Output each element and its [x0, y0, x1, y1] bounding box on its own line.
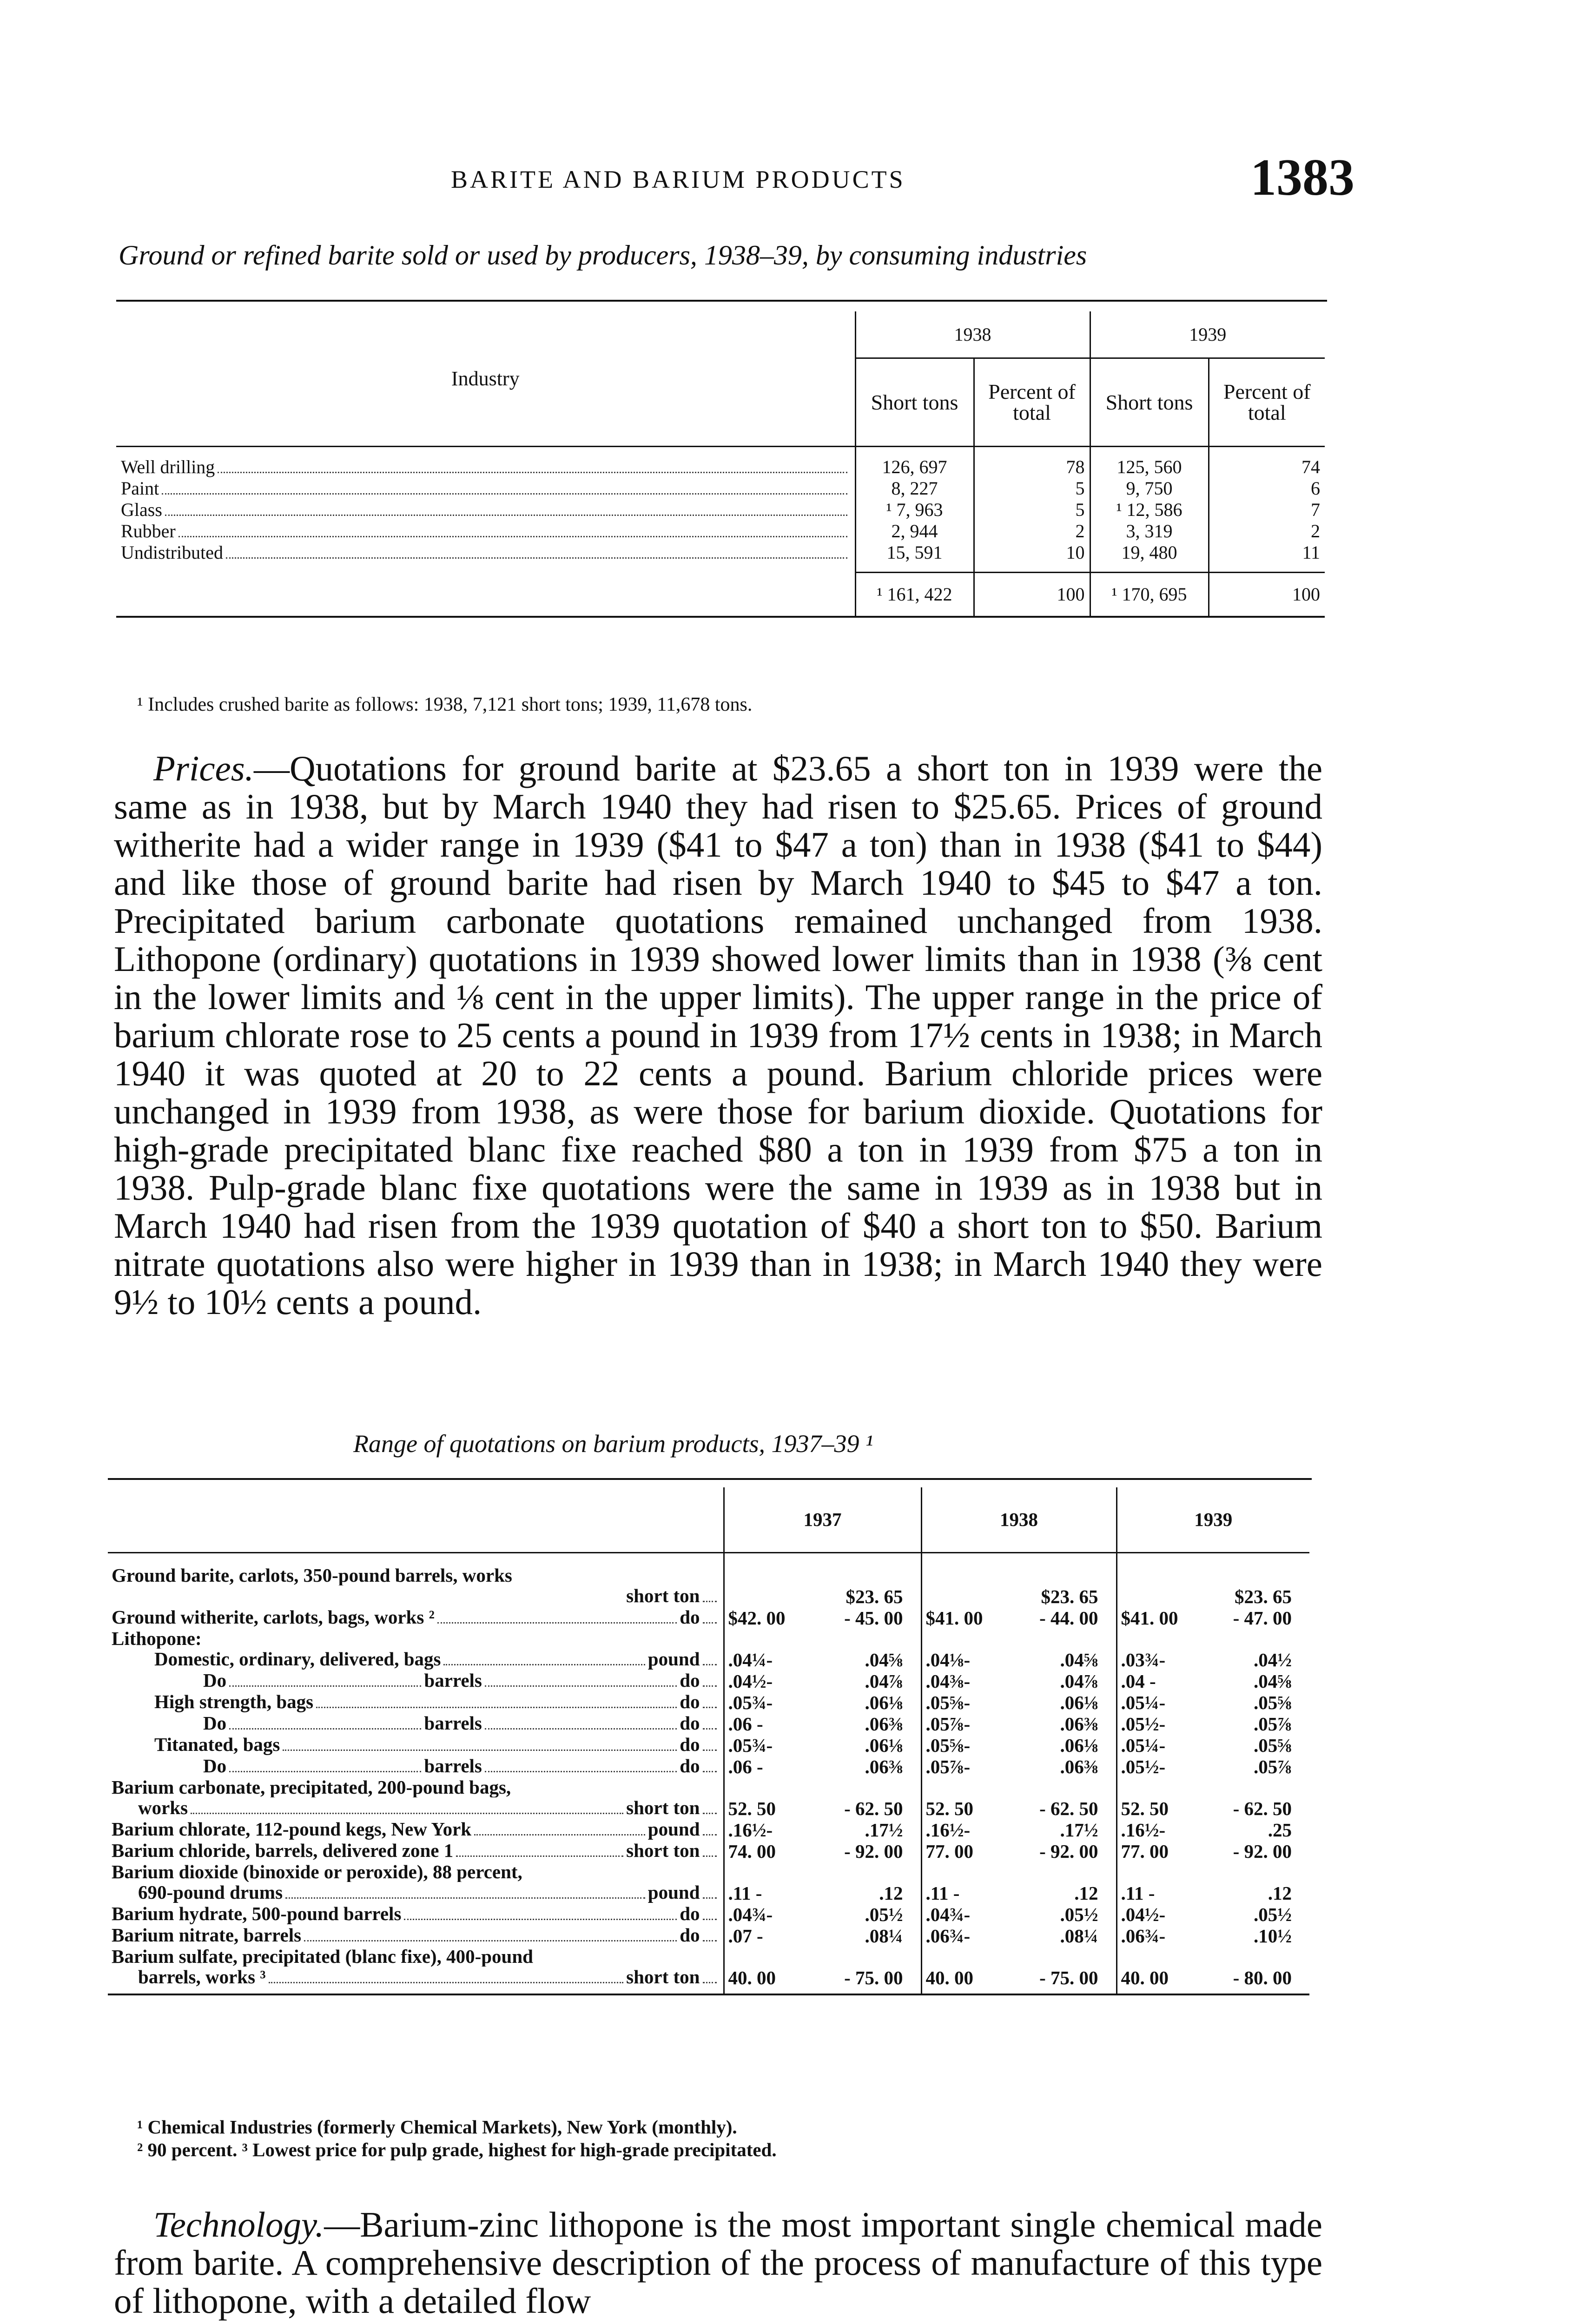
price-low: $41. 00	[925, 1607, 983, 1629]
price-high: .05½	[865, 1903, 903, 1925]
price-low: .06¾-	[1121, 1925, 1166, 1947]
price-high: - 62. 50	[844, 1797, 903, 1819]
price-low: 52. 50	[1121, 1797, 1169, 1819]
table-row	[116, 521, 1325, 542]
table-row	[108, 1691, 1309, 1713]
price-low: .05¾-	[728, 1734, 773, 1756]
price-high: .17½	[1060, 1819, 1098, 1841]
price-low: $42. 00	[728, 1607, 786, 1629]
table-row	[108, 1713, 1309, 1734]
product-label: barrels, works ³	[138, 1966, 266, 1987]
price-high: .05½	[1254, 1903, 1292, 1925]
value-cell: 8, 227	[855, 478, 974, 499]
unit-label: do	[680, 1924, 700, 1946]
table-row	[108, 1862, 1309, 1882]
prices-heading: Prices.	[153, 748, 254, 788]
table1-year-1939: 1939	[1090, 311, 1325, 358]
table2-year-header: 1939	[1117, 1487, 1309, 1552]
prices-text: —Quotations for ground barite at $23.65 a short ton in 1939 were the same as in 1938, but by March 1940 they had risen to $25.65. Prices of ground witherite had a wider range in 1939 ($41 to $47 a ton) than in 1938 ($41 to $44) and like those of ground barite had risen by March 1940 to $45 to $47 a ton. Precipitated barium carbonate quotations remained unchanged from 1938. Lithopone (ordinary) quotations in 1939 showed lower limits than in 1938 (⅜ cent in the lower limits and ⅛ cent in the upper limits). The upper range in the price of barium chlorate rose to 25 cents a pound in 1939 from 17½ cents in 1938; in March 1940 it was quoted at 20 to 22 cents a pound. Barium chloride prices were unchanged in 1939 from 1938, as were those for barium dioxide. Quotations for high-grade precipitated blanc fixe reached $80 a ton in 1939 from $75 a ton in 1938. Pulp-grade blanc fixe quotations were the same in 1939 as in 1938 but in March 1940 had risen from the 1939 quotation of $40 a short ton to $50. Barium nitrate quotations also were higher in 1939 than in 1938; in March 1940 they were 9½ to 10½ cents a pound.	[114, 748, 1322, 1322]
unit-label: do	[680, 1734, 700, 1755]
page-number: 1383	[1250, 149, 1354, 206]
unit-label: pound	[647, 1818, 700, 1840]
price-low: .05⅝-	[925, 1734, 971, 1756]
price-low: .11 -	[925, 1882, 960, 1904]
product-label: Do	[203, 1755, 227, 1776]
price-low: .06 -	[728, 1713, 763, 1735]
value-cell: 11	[1209, 542, 1325, 563]
value-cell: 7	[1209, 499, 1325, 521]
product-label: Titanated, bags	[154, 1734, 280, 1755]
price-high: .17½	[865, 1819, 903, 1841]
price-low: .16½-	[728, 1819, 773, 1841]
table1-short-tons-1939: Short tons	[1090, 358, 1209, 446]
price-high: - 92. 00	[1039, 1840, 1098, 1862]
product-label: 690-pound drums	[138, 1882, 283, 1903]
price-high: .04⅝	[865, 1649, 903, 1670]
price-high: .10½	[1254, 1925, 1292, 1947]
unit-label: short ton	[626, 1840, 700, 1861]
price-high: $23. 65	[846, 1585, 903, 1607]
price-high: .06⅜	[1060, 1713, 1098, 1735]
table2	[108, 1487, 1309, 1995]
table1	[116, 311, 1325, 618]
table2-top-rule	[108, 1478, 1312, 1480]
value-cell: 74	[1209, 456, 1325, 478]
product-label: Do	[203, 1712, 227, 1734]
unit-label: pound	[647, 1882, 700, 1903]
price-low: .05⅞-	[925, 1713, 971, 1735]
price-low: .04⅛-	[925, 1649, 971, 1670]
price-low: $41. 00	[1121, 1607, 1178, 1629]
price-high: .05⅞	[1254, 1756, 1292, 1777]
price-low: .04¼-	[728, 1649, 773, 1670]
unit-label: do	[680, 1691, 700, 1712]
value-cell: 5	[974, 478, 1090, 499]
product-label: Lithopone:	[112, 1628, 202, 1649]
table1-percent-1939: Percent of total	[1209, 358, 1325, 446]
price-high: .04⅞	[1060, 1670, 1098, 1692]
value-cell: 19, 480	[1090, 542, 1209, 563]
value-cell: 125, 560	[1090, 456, 1209, 478]
product-label: Ground witherite, carlots, bags, works ²	[112, 1606, 435, 1628]
price-high: $23. 65	[1041, 1585, 1098, 1607]
price-low: .11 -	[728, 1882, 762, 1904]
table-total-row	[116, 573, 1325, 617]
table1-short-tons-1938: Short tons	[855, 358, 974, 446]
price-high: .04⅝	[1060, 1649, 1098, 1670]
table2-year-header: 1938	[921, 1487, 1117, 1552]
price-high: - 92. 00	[844, 1840, 903, 1862]
price-high: - 75. 00	[1039, 1967, 1098, 1988]
table2-footnote-2: ² 90 percent. ³ Lowest price for pulp grade, highest for high-grade precipitated.	[137, 2139, 777, 2160]
price-high: - 47. 00	[1233, 1607, 1292, 1629]
table-row	[108, 1819, 1309, 1840]
price-high: .06⅜	[865, 1713, 903, 1735]
unit-label: short ton	[626, 1797, 700, 1818]
unit-label: do	[680, 1712, 700, 1734]
industry-label: Rubber	[121, 520, 176, 541]
price-low: .04½-	[1121, 1903, 1166, 1925]
table-row	[108, 1797, 1309, 1819]
price-high: .06⅛	[865, 1734, 903, 1756]
price-low: 77. 00	[1121, 1840, 1169, 1862]
value-cell: 10	[974, 542, 1090, 563]
price-low: 40. 00	[728, 1967, 776, 1988]
product-label: Barium dioxide (binoxide or peroxide), 88 percent,	[112, 1861, 522, 1882]
price-high: .08¼	[865, 1925, 903, 1947]
table-row	[116, 542, 1325, 563]
price-low: .05⅞-	[925, 1756, 971, 1777]
price-low: .04 -	[1121, 1670, 1156, 1692]
price-low: .16½-	[925, 1819, 971, 1841]
price-low: .05½-	[1121, 1756, 1166, 1777]
table-row	[108, 1777, 1309, 1797]
value-cell: ¹ 7, 963	[855, 499, 974, 521]
table2-year-header: 1937	[724, 1487, 921, 1552]
price-high: - 62. 50	[1233, 1797, 1292, 1819]
value-cell: 3, 319	[1090, 521, 1209, 542]
prices-paragraph	[114, 749, 1322, 1321]
price-low: .06¾-	[925, 1925, 971, 1947]
price-low: .07 -	[728, 1925, 763, 1947]
value-cell: 15, 591	[855, 542, 974, 563]
price-high: .12	[1074, 1882, 1098, 1904]
value-cell: 2, 944	[855, 521, 974, 542]
table1-year-1938: 1938	[855, 311, 1090, 358]
price-high: .06⅛	[865, 1691, 903, 1713]
table1-percent-1938: Percent of total	[974, 358, 1090, 446]
product-label: Ground barite, carlots, 350-pound barrels, works	[112, 1565, 512, 1585]
price-high: - 92. 00	[1233, 1840, 1292, 1862]
table-row	[108, 1946, 1309, 1967]
industry-label: Glass	[121, 499, 162, 520]
table-row	[108, 1734, 1309, 1756]
price-low: .05⅝-	[925, 1691, 971, 1713]
table-row	[108, 1670, 1309, 1691]
industry-label: Well drilling	[121, 456, 215, 477]
price-high: - 75. 00	[844, 1967, 903, 1988]
product-container: barrels	[424, 1712, 482, 1734]
price-low: .16½-	[1121, 1819, 1166, 1841]
table-row	[108, 1649, 1309, 1670]
table1-industry-header: Industry	[116, 311, 855, 446]
value-cell: 9, 750	[1090, 478, 1209, 499]
unit-label: pound	[647, 1648, 700, 1670]
price-high: .06⅛	[1060, 1691, 1098, 1713]
table-row	[108, 1607, 1309, 1628]
product-container: barrels	[424, 1755, 482, 1776]
price-low: 40. 00	[925, 1967, 973, 1988]
table-row	[108, 1565, 1309, 1585]
price-low: 40. 00	[1121, 1967, 1169, 1988]
price-low: .05¼-	[1121, 1734, 1166, 1756]
price-low: .06 -	[728, 1756, 763, 1777]
total-cell: 100	[974, 573, 1090, 617]
price-high: - 62. 50	[1039, 1797, 1098, 1819]
price-high: $23. 65	[1235, 1585, 1292, 1607]
price-high: .04½	[1254, 1649, 1292, 1670]
price-low: .04⅜-	[925, 1670, 971, 1692]
price-low: .03¾-	[1121, 1649, 1166, 1670]
value-cell: 5	[974, 499, 1090, 521]
technology-text: —Barium-zinc lithopone is the most important single chemical made from barite. A comprehensive description of the process of manufacture of this type of lithopone, with a detailed flow	[114, 2205, 1322, 2321]
unit-label: short ton	[626, 1966, 700, 1987]
price-low: .04¾-	[728, 1903, 773, 1925]
product-label: Barium chloride, barrels, delivered zone 1	[112, 1840, 454, 1861]
product-label: Do	[203, 1670, 227, 1691]
price-high: - 45. 00	[844, 1607, 903, 1629]
running-title: BARITE AND BARIUM PRODUCTS	[451, 165, 905, 193]
price-low: .11 -	[1121, 1882, 1155, 1904]
table-row	[108, 1967, 1309, 1988]
price-high: .05⅝	[1254, 1734, 1292, 1756]
table-row	[108, 1585, 1309, 1607]
price-high: .06⅜	[1060, 1756, 1098, 1777]
price-low: 52. 50	[728, 1797, 776, 1819]
price-high: .12	[1268, 1882, 1292, 1904]
table-row	[108, 1840, 1309, 1862]
technology-paragraph	[114, 2205, 1322, 2320]
price-high: .05⅝	[1254, 1691, 1292, 1713]
table-row	[116, 478, 1325, 499]
price-high: .04⅝	[1254, 1670, 1292, 1692]
product-label: Barium nitrate, barrels	[112, 1924, 302, 1946]
industry-label: Paint	[121, 477, 159, 499]
industry-label: Undistributed	[121, 541, 223, 563]
price-low: 77. 00	[925, 1840, 973, 1862]
price-high: .05⅞	[1254, 1713, 1292, 1735]
table-row	[116, 456, 1325, 478]
table2-title: Range of quotations on barium products, 1937–39 ¹	[353, 1430, 873, 1458]
table-row	[108, 1925, 1309, 1946]
product-label: Barium sulfate, precipitated (blanc fixe), 400-pound	[112, 1946, 533, 1967]
unit-label: short ton	[626, 1585, 700, 1606]
value-cell: 78	[974, 456, 1090, 478]
price-high: .08¼	[1060, 1925, 1098, 1947]
unit-label: do	[680, 1670, 700, 1691]
table-row	[108, 1756, 1309, 1777]
price-high: .04⅞	[865, 1670, 903, 1692]
value-cell: 6	[1209, 478, 1325, 499]
price-low: .05¼-	[1121, 1691, 1166, 1713]
table1-top-rule	[116, 300, 1327, 302]
value-cell: 2	[974, 521, 1090, 542]
price-high: .05½	[1060, 1903, 1098, 1925]
total-cell: ¹ 161, 422	[855, 573, 974, 617]
price-high: .12	[879, 1882, 903, 1904]
unit-label: do	[680, 1606, 700, 1628]
value-cell: 2	[1209, 521, 1325, 542]
product-label: Barium hydrate, 500-pound barrels	[112, 1903, 402, 1924]
price-high: .25	[1268, 1819, 1292, 1841]
product-label: High strength, bags	[154, 1691, 314, 1712]
table1-footnote: ¹ Includes crushed barite as follows: 1938, 7,121 short tons; 1939, 11,678 tons.	[137, 694, 753, 715]
table-row	[108, 1903, 1309, 1925]
price-high: .06⅜	[865, 1756, 903, 1777]
price-low: 52. 50	[925, 1797, 973, 1819]
price-low: .05¾-	[728, 1691, 773, 1713]
price-high: - 44. 00	[1039, 1607, 1098, 1629]
table-row	[108, 1628, 1309, 1649]
product-label: Barium chlorate, 112-pound kegs, New York	[112, 1818, 472, 1840]
price-low: .04¾-	[925, 1903, 971, 1925]
table-row	[108, 1882, 1309, 1903]
value-cell: ¹ 12, 586	[1090, 499, 1209, 521]
price-low: 74. 00	[728, 1840, 776, 1862]
price-low: .05½-	[1121, 1713, 1166, 1735]
product-label: works	[138, 1797, 188, 1818]
product-label: Barium carbonate, precipitated, 200-pound bags,	[112, 1776, 511, 1797]
table-row	[116, 499, 1325, 521]
total-cell: 100	[1209, 573, 1325, 617]
product-container: barrels	[424, 1670, 482, 1691]
product-label: Domestic, ordinary, delivered, bags	[154, 1648, 441, 1670]
price-high: - 80. 00	[1233, 1967, 1292, 1988]
value-cell: 126, 697	[855, 456, 974, 478]
unit-label: do	[680, 1755, 700, 1776]
table2-footnote-1: ¹ Chemical Industries (formerly Chemical Markets), New York (monthly).	[137, 2116, 737, 2138]
price-low: .04½-	[728, 1670, 773, 1692]
price-high: .06⅛	[1060, 1734, 1098, 1756]
unit-label: do	[680, 1903, 700, 1924]
table1-title: Ground or refined barite sold or used by producers, 1938–39, by consuming industries	[119, 240, 1087, 271]
total-cell: ¹ 170, 695	[1090, 573, 1209, 617]
technology-heading: Technology.	[153, 2205, 324, 2245]
